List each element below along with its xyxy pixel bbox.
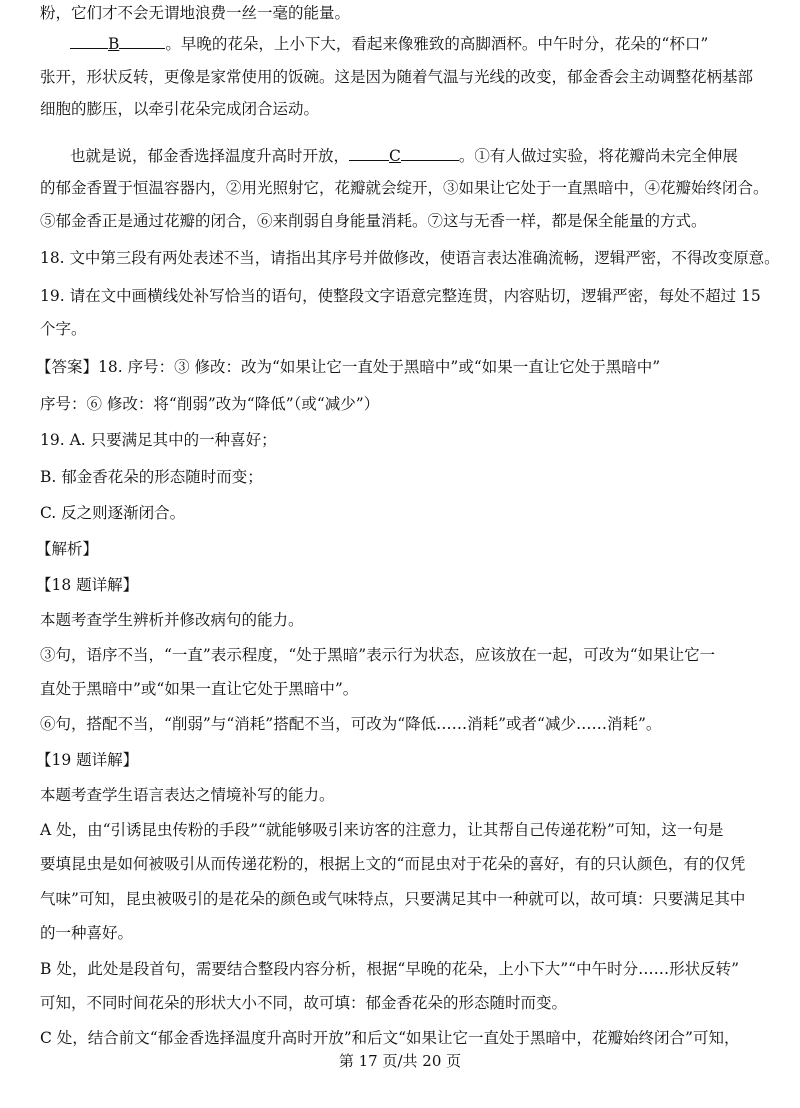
- analysis-line: ⑥句，搭配不当，“削弱”与“消耗”搭配不当，可改为“降低……消耗”或者“减少……消耗”。: [40, 715, 662, 733]
- blank-b-letter: B: [108, 35, 120, 53]
- analysis-line: 气味”可知，昆虫被吸引的是花朵的颜色或气味特点，只要满足其中一种就可以，故可填：只要满足其中: [40, 890, 746, 908]
- analysis-line: A 处，由“引诱昆虫传粉的手段”“就能够吸引来访客的注意力，让其帮自己传递花粉”可知，这一句是: [40, 821, 724, 839]
- passage-text: 。①有人做过实验，将花瓣尚未完全伸展: [458, 147, 738, 165]
- q18-detail-header: 【18 题详解】: [36, 576, 139, 594]
- q19-detail-header: 【19 题详解】: [36, 751, 139, 769]
- answer-line: 序号：⑥ 修改：将“削弱”改为“降低”（或“减少”）: [40, 395, 380, 413]
- analysis-header: 【解析】: [36, 540, 99, 558]
- passage-line-blank-c: [70, 145, 738, 167]
- passage-line: ⑤郁金香正是通过花瓣的闭合，⑥来削弱自身能量消耗。⑦这与无香一样，都是保全能量的方式。: [40, 212, 707, 230]
- question-19: 19. 请在文中画横线处补写恰当的语句，使整段文字语意完整连贯，内容贴切，逻辑严密，每处不超过 15: [40, 287, 761, 305]
- page-number: 第 17 页/共 20 页: [338, 1052, 462, 1070]
- passage-line: 细胞的膨压，以牵引花朵完成闭合运动。: [40, 100, 320, 118]
- answer-line: B. 郁金香花朵的形态随时而变；: [40, 468, 263, 486]
- answer-line: C. 反之则逐渐闭合。: [40, 504, 186, 522]
- blank-b: [70, 33, 165, 55]
- analysis-line: 本题考查学生语言表达之情境补写的能力。: [40, 786, 335, 804]
- passage-line: 粉，它们才不会无谓地浪费一丝一毫的能量。: [40, 4, 351, 22]
- analysis-line: 直处于黑暗中”或“如果一直让它处于黑暗中”。: [40, 680, 359, 698]
- analysis-line: 要填昆虫是如何被吸引从而传递花粉的，根据上文的“而昆虫对于花朵的喜好，有的只认颜色，有的仅凭: [40, 855, 746, 873]
- blank-c-letter: C: [389, 147, 401, 165]
- answer-line: 19. A. 只要满足其中的一种喜好；: [40, 431, 277, 449]
- analysis-line: 本题考查学生辨析并修改病句的能力。: [40, 611, 304, 629]
- answer-line: 【答案】18. 序号：③ 修改：改为“如果让它一直处于黑暗中”或“如果一直让它处于黑暗中”: [36, 358, 661, 376]
- passage-line: 张开，形状反转，更像是家常使用的饭碗。这是因为随着气温与光线的改变，郁金香会主动调整花柄基部: [40, 68, 754, 86]
- blank-c: [349, 145, 459, 167]
- analysis-line: 可知，不同时间花朵的形状大小不同，故可填：郁金香花朵的形态随时而变。: [40, 994, 568, 1012]
- question-18: 18. 文中第三段有两处表述不当，请指出其序号并做修改，使语言表达准确流畅，逻辑严密，不得改变原意。: [40, 249, 780, 267]
- analysis-line: B 处，此处是段首句，需要结合整段内容分析，根据“早晚的花朵，上小下大”“中午时分……形状反转”: [40, 960, 740, 978]
- passage-line: 的郁金香置于恒温容器内，②用光照射它，花瓣就会绽开，③如果让它处于一直黑暗中，④花瓣始终闭合。: [40, 179, 769, 197]
- passage-line-blank-b: [70, 33, 708, 55]
- question-19-cont: 个字。: [40, 320, 87, 338]
- analysis-line: C 处，结合前文“郁金香选择温度升高时开放”和后文“如果让它一直处于黑暗中，花瓣始终闭合”可知，: [40, 1029, 740, 1047]
- analysis-line: ③句，语序不当，“一直”表示程度，“处于黑暗”表示行为状态，应该放在一起，可改为“如果让它一: [40, 646, 716, 664]
- passage-text: 。早晚的花朵，上小下大，看起来像雅致的高脚酒杯。中午时分，花朵的“杯口”: [165, 35, 709, 53]
- passage-text: 也就是说，郁金香选择温度升高时开放，: [70, 147, 350, 165]
- analysis-line: 的一种喜好。: [40, 924, 134, 942]
